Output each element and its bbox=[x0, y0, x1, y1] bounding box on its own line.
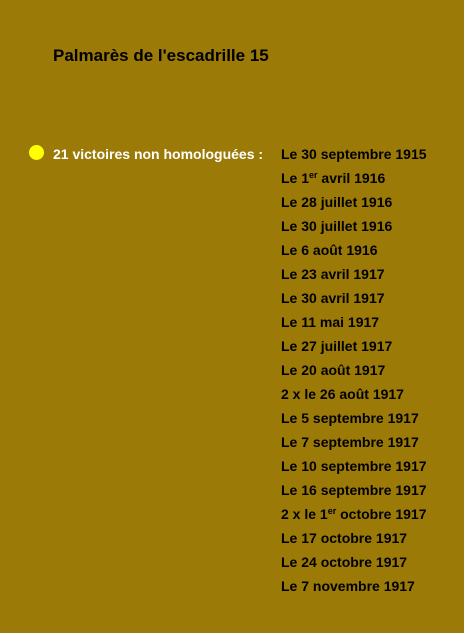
victory-date: Le 11 mai 1917 bbox=[281, 314, 380, 330]
victory-date: Le 7 novembre 1917 bbox=[281, 578, 415, 594]
victory-date: Le 6 août 1916 bbox=[281, 242, 378, 258]
victory-date: Le 23 avril 1917 bbox=[281, 266, 385, 282]
victory-date: Le 30 septembre 1915 bbox=[281, 146, 427, 162]
victory-date: 2 x le 26 août 1917 bbox=[281, 386, 404, 402]
victory-date: Le 16 septembre 1917 bbox=[281, 482, 427, 498]
victory-date-list bbox=[281, 146, 427, 602]
victories-summary: 21 victoires non homologuées : bbox=[53, 146, 264, 162]
victory-date: Le 20 août 1917 bbox=[281, 362, 386, 378]
victory-date: Le 1er avril 1916 bbox=[281, 170, 386, 186]
victory-date: Le 10 septembre 1917 bbox=[281, 458, 427, 474]
victory-date: Le 17 octobre 1917 bbox=[281, 530, 408, 546]
victory-date: Le 24 octobre 1917 bbox=[281, 554, 408, 570]
victory-date: Le 27 juillet 1917 bbox=[281, 338, 393, 354]
victory-date: Le 7 septembre 1917 bbox=[281, 434, 419, 450]
victory-date: Le 28 juillet 1916 bbox=[281, 194, 393, 210]
victory-date: 2 x le 1er octobre 1917 bbox=[281, 506, 427, 522]
victory-date: Le 30 avril 1917 bbox=[281, 290, 385, 306]
bullet-icon bbox=[29, 145, 44, 160]
page-title: Palmarès de l'escadrille 15 bbox=[53, 46, 269, 65]
victory-date: Le 30 juillet 1916 bbox=[281, 218, 393, 234]
victory-date: Le 5 septembre 1917 bbox=[281, 410, 419, 426]
